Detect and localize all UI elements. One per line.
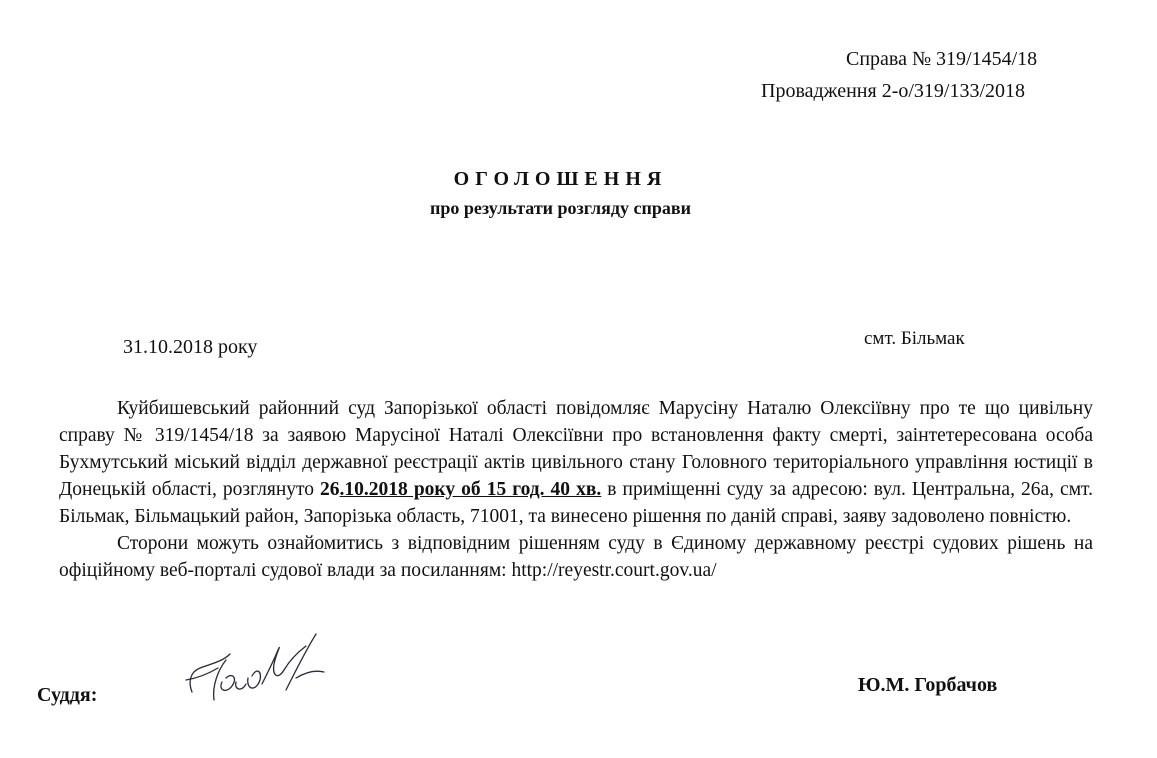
hearing-date-time: .10.2018 року об 15 год. 40 хв.	[339, 479, 602, 500]
hearing-date-prefix: 26	[320, 479, 340, 500]
paragraph-registry: Сторони можуть ознайомитись з відповідним рішенням суду в Єдиному державному реєстрі судових рішень на офіційному веб-порталі судової влади за посиланням: http://reyestr.court.gov.ua/	[59, 533, 1093, 581]
notice-text-start: Куйбишевський районний суд Запорізької області повідомляє Марусіну Наталю Олексіївну про те що цивільну справу № 319/1454/18 за заявою Марусіної Наталі Олексіївни про встановлення факту смерті, заінтетересована особа Бухмутський міський відділ державної реєстрації актів цивільного стану Головного територіального управління юстиції в Донецькій області, розглянуто	[59, 398, 1093, 500]
judge-signature	[178, 620, 368, 710]
document-body	[59, 395, 1093, 584]
document-date: 31.10.2018 року	[123, 336, 258, 358]
document-title: ОГОЛОШЕННЯ	[453, 168, 668, 190]
judge-label: Суддя:	[37, 684, 98, 706]
document-subtitle: про результати розгляду справи	[430, 198, 691, 218]
document-place: смт. Більмак	[864, 328, 965, 349]
judge-name: Ю.М. Горбачов	[858, 674, 998, 696]
proceeding-number: Провадження 2-о/319/133/2018	[761, 80, 1026, 102]
notice-text-end: в приміщенні суду за адресою: вул. Центральна, 26а, смт. Більмак, Більмацький район, Запорізька область, 71001, та винесено рішення по даній справі, заяву задоволено повністю.	[59, 479, 1093, 527]
paragraph-notice	[59, 395, 1093, 530]
case-number: Справа № 319/1454/18	[846, 48, 1038, 70]
